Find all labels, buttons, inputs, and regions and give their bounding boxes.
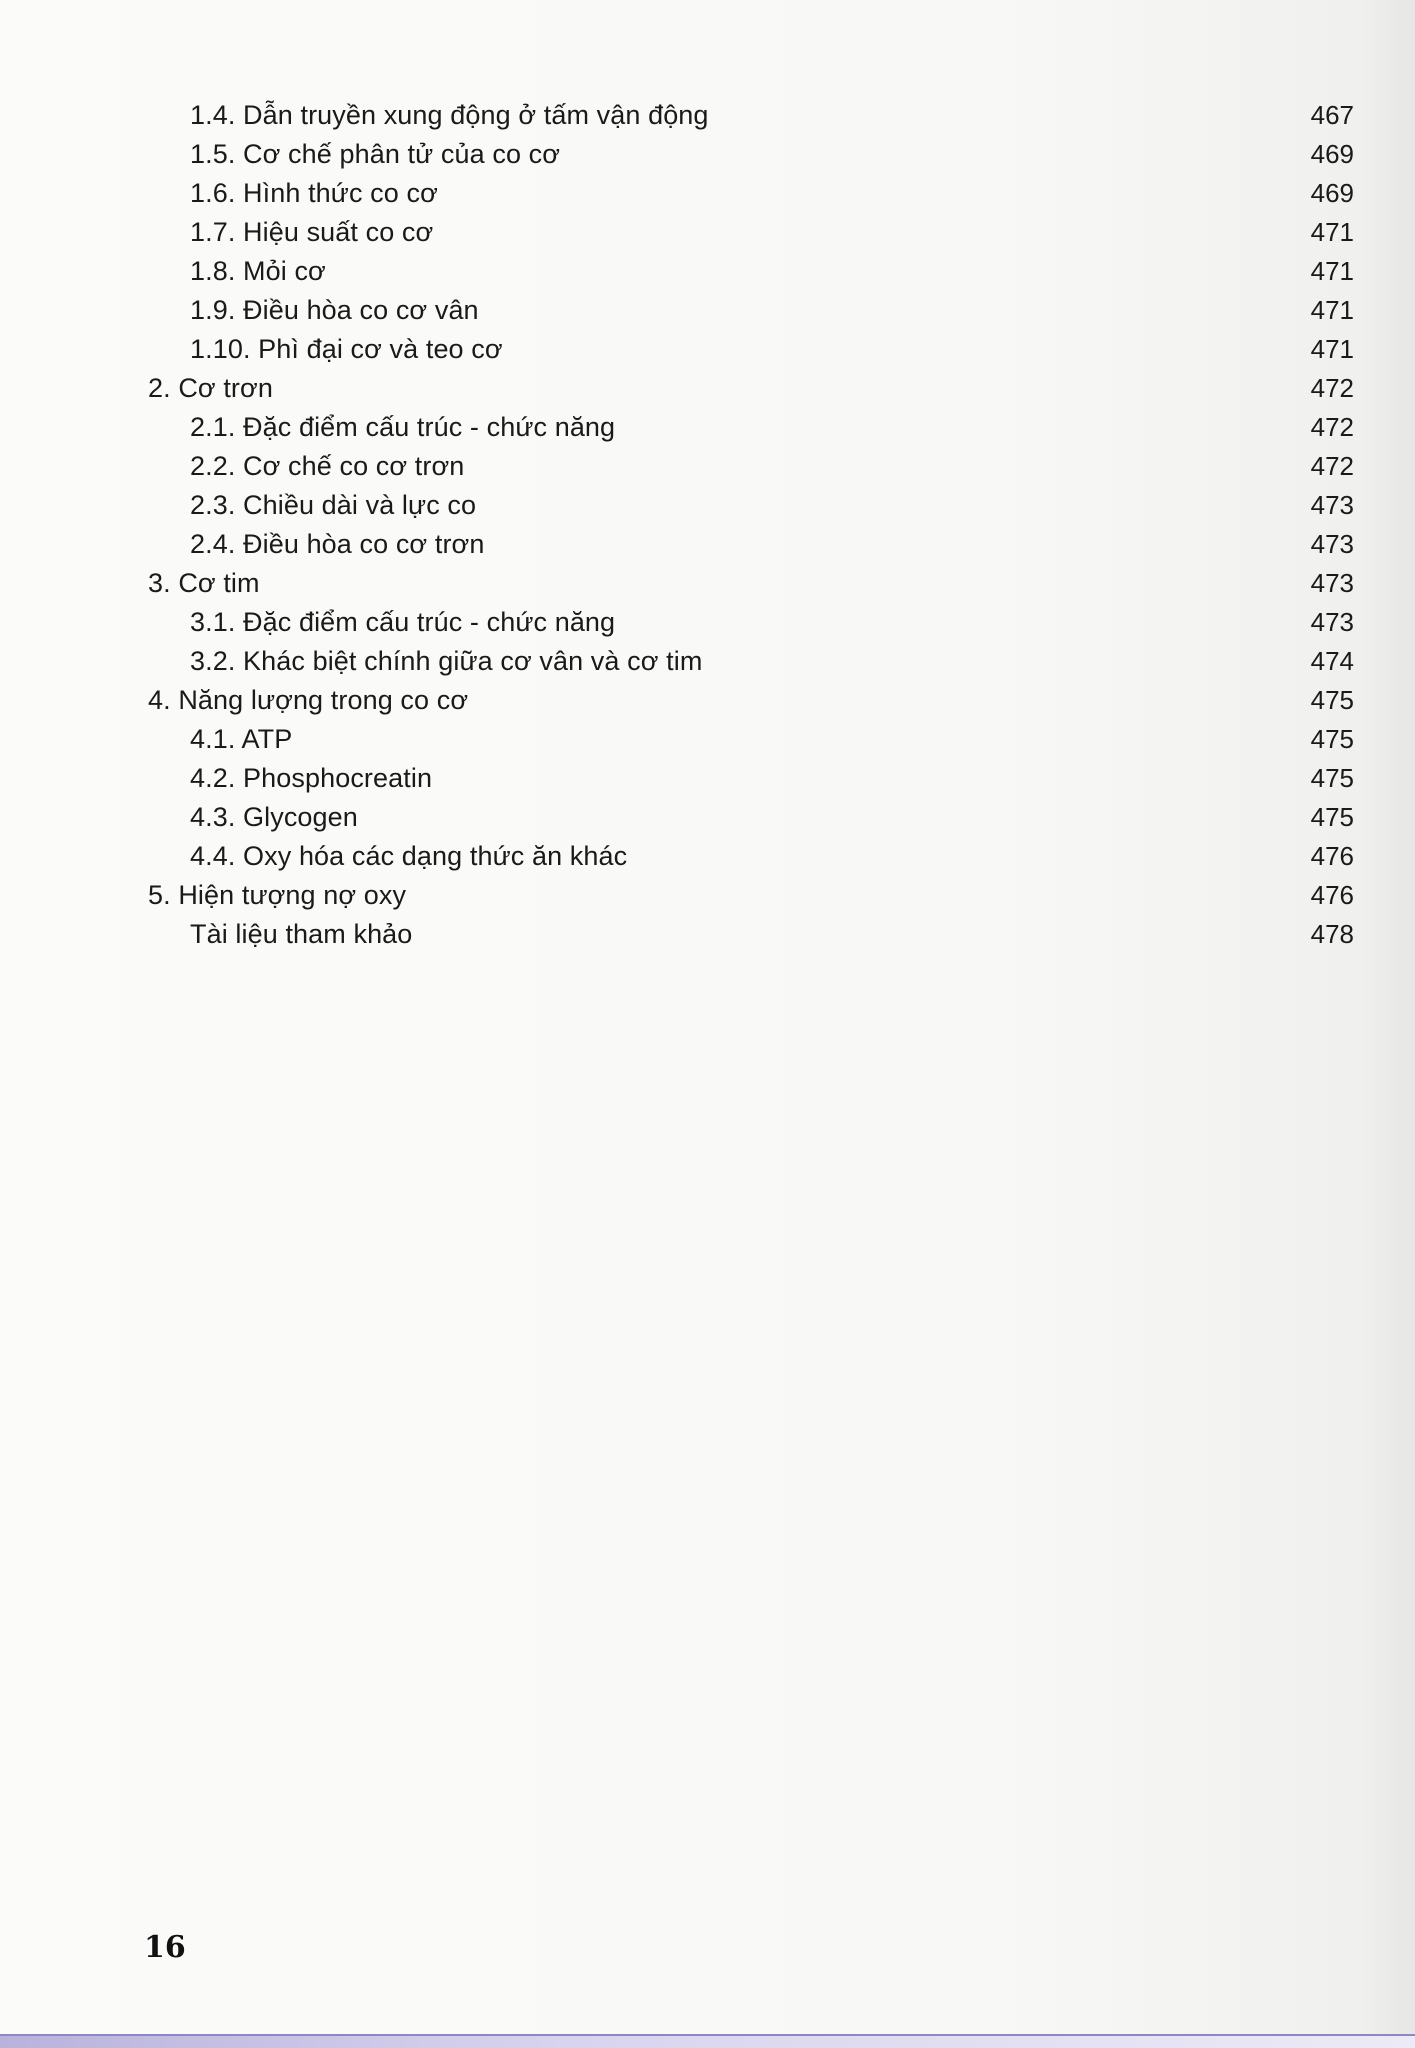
toc-entry-page: 469 — [1310, 139, 1354, 169]
toc-entry-title: 3.1. Đặc điểm cấu trúc - chức năng — [190, 607, 616, 637]
toc-entry-title: 2.4. Điều hòa co cơ trơn — [190, 529, 485, 559]
toc-entry — [148, 525, 1358, 564]
toc-entry — [148, 486, 1358, 525]
toc-entry-page: 471 — [1310, 334, 1354, 364]
toc-entry-page: 473 — [1310, 568, 1354, 598]
toc-entry-page: 478 — [1310, 919, 1354, 949]
toc-entry — [148, 408, 1358, 447]
toc-entry-title: 4.2. Phosphocreatin — [190, 763, 433, 793]
toc-entry-title: 2.2. Cơ chế co cơ trơn — [190, 451, 465, 481]
toc-entry-title: 1.6. Hình thức co cơ — [190, 178, 438, 208]
toc-entry-title: 3. Cơ tim — [148, 568, 260, 598]
toc-entry-page: 473 — [1310, 490, 1354, 520]
toc-entry-page: 473 — [1310, 529, 1354, 559]
toc-entry-title: 1.4. Dẫn truyền xung động ở tấm vận động — [190, 100, 709, 130]
toc-entry-page: 472 — [1310, 373, 1354, 403]
toc-entry-page: 476 — [1310, 880, 1354, 910]
toc-entry-page: 467 — [1310, 100, 1354, 130]
toc-entry-title: 2.3. Chiều dài và lực co — [190, 490, 477, 520]
toc-entry-page: 469 — [1310, 178, 1354, 208]
toc-entry — [148, 720, 1358, 759]
toc-entry-title: 4.4. Oxy hóa các dạng thức ăn khác — [190, 841, 628, 871]
toc-entry — [148, 798, 1358, 837]
toc-entry — [148, 291, 1358, 330]
toc-entry-page: 472 — [1310, 451, 1354, 481]
toc-entry-title: 3.2. Khác biệt chính giữa cơ vân và cơ tim — [190, 646, 703, 676]
toc-entry-page: 471 — [1310, 295, 1354, 325]
toc-entry-page: 473 — [1310, 607, 1354, 637]
toc-entry — [148, 837, 1358, 876]
toc-entry-page: 475 — [1310, 685, 1354, 715]
toc-entry-title: 2. Cơ trơn — [148, 373, 273, 403]
toc-entry-title: 1.9. Điều hòa co cơ vân — [190, 295, 479, 325]
toc-entry — [148, 252, 1358, 291]
toc-entry-page: 475 — [1310, 763, 1354, 793]
toc-entry — [148, 213, 1358, 252]
toc-entry-page: 475 — [1310, 802, 1354, 832]
toc-entry-page: 474 — [1310, 646, 1354, 676]
toc-entry-title: 4. Năng lượng trong co cơ — [148, 685, 469, 715]
toc-entry-page: 471 — [1310, 256, 1354, 286]
toc-entry-title: 1.10. Phì đại cơ và teo cơ — [190, 334, 503, 364]
toc-entry-page: 475 — [1310, 724, 1354, 754]
toc-entry — [148, 642, 1358, 681]
toc-entry-title: 1.5. Cơ chế phân tử của co cơ — [190, 139, 561, 169]
toc-entry — [148, 330, 1358, 369]
toc-entry — [148, 681, 1358, 720]
toc-entry — [148, 369, 1358, 408]
toc-entry-page: 471 — [1310, 217, 1354, 247]
toc-entry-page: 476 — [1310, 841, 1354, 871]
table-of-contents — [148, 96, 1358, 954]
toc-entry-title: 2.1. Đặc điểm cấu trúc - chức năng — [190, 412, 616, 442]
toc-entry — [148, 174, 1358, 213]
toc-entry — [148, 915, 1358, 954]
toc-entry — [148, 876, 1358, 915]
toc-entry — [148, 447, 1358, 486]
toc-entry-title: Tài liệu tham khảo — [190, 919, 413, 949]
toc-entry — [148, 564, 1358, 603]
toc-entry — [148, 603, 1358, 642]
toc-entry — [148, 135, 1358, 174]
toc-entry-page: 472 — [1310, 412, 1354, 442]
page-bottom-edge — [0, 2036, 1415, 2048]
toc-entry-title: 4.1. ATP — [190, 724, 293, 754]
toc-entry-title: 4.3. Glycogen — [190, 802, 358, 832]
toc-entry-title: 1.7. Hiệu suất co cơ — [190, 217, 434, 247]
toc-entry — [148, 96, 1358, 135]
page-number: 16 — [144, 1930, 186, 1965]
toc-entry-title: 1.8. Mỏi cơ — [190, 256, 326, 286]
toc-entry — [148, 759, 1358, 798]
toc-entry-title: 5. Hiện tượng nợ oxy — [148, 880, 407, 910]
